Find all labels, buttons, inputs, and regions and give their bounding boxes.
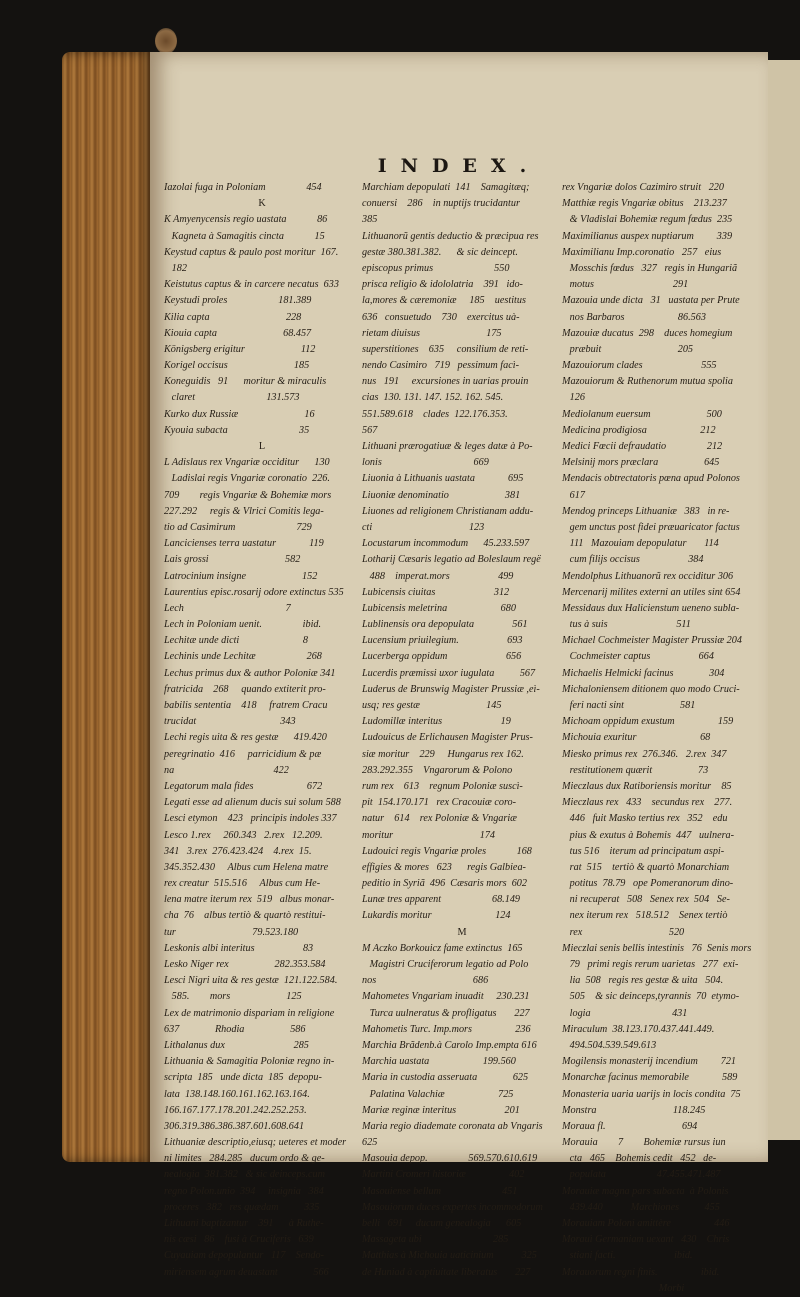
index-entry-line: Lancicienses terra uastatur 119 bbox=[164, 538, 324, 550]
page-header: INDEX. bbox=[377, 155, 541, 177]
index-entry-line: Mahometis Turc. Imp.mors 236 bbox=[362, 1023, 531, 1035]
index-entry-line: Mazouiorum & Ruthenorum mutua spolia bbox=[562, 376, 733, 388]
index-entry-line: Michaelis Helmicki facinus 304 bbox=[562, 667, 725, 679]
index-entry-line: Marchia uastata 199.560 bbox=[362, 1056, 516, 1068]
index-entry-line: natur 614 rex Poloniæ & Vngariæ bbox=[362, 813, 517, 825]
index-entry-line: Mercenarij milites externi an utiles sint 654 bbox=[562, 586, 741, 598]
index-entry-line: effigies & mores 623 regis Galbiea- bbox=[362, 861, 526, 873]
index-entry-line: Kagneta à Samagitis cincta 15 bbox=[164, 230, 325, 242]
index-entry-line: Lithalanus dux 285 bbox=[164, 1039, 309, 1051]
index-entry-line: Lithuania & Samagitia Poloniæ regno in- bbox=[164, 1056, 335, 1068]
index-entry-line: 306.319.386.386.387.601.608.641 bbox=[164, 1120, 305, 1132]
index-entry-line: cias 130. 131. 147. 152. 162. 545. bbox=[362, 392, 504, 404]
index-entry-line: 182 bbox=[164, 262, 187, 274]
index-entry-line: Maximilianus auspex nuptiarum 339 bbox=[562, 230, 733, 242]
index-entry-line: Ladislai regis Vngariæ coronatio 226. bbox=[164, 473, 330, 485]
index-entry-line: Lesci Nigri uita & res gestæ 121.122.584. bbox=[164, 975, 338, 987]
index-entry-line: Liuones ad religionem Christianam addu- bbox=[362, 505, 534, 517]
index-entry-line: Lesco 1.rex 260.343 2.rex 12.209. bbox=[164, 829, 323, 841]
index-entry-line: Matthiæ regis Vngariæ obitus 213.237 bbox=[562, 198, 727, 210]
index-entry-line: peditio in Syriã 496 Cæsaris mors 602 bbox=[362, 878, 527, 890]
index-entry-line: lena matre iterum rex 519 albus monar- bbox=[164, 894, 335, 906]
index-entry-line: Mariæ reginæ interitus 201 bbox=[362, 1104, 520, 1116]
index-entry-line: Mazouiorum clades 555 bbox=[562, 360, 717, 372]
index-entry-line: Kilia capta 228 bbox=[164, 311, 302, 323]
index-entry-line: Keystudi proles 181.389 bbox=[164, 295, 312, 307]
index-entry-line: Palatina Valachiæ 725 bbox=[362, 1088, 514, 1100]
index-entry-line: Laurentius episc.rosarij odore extinctus 535 bbox=[164, 586, 344, 598]
index-entry-line: 111 Mazouiam depopulatur 114 bbox=[562, 538, 719, 550]
index-entry-line: Mendolphus Lithuanorũ rex occiditur 306 bbox=[562, 570, 734, 582]
index-entry-line: fratricida 268 quando extiterit pro- bbox=[164, 683, 326, 695]
index-entry-line: Lucerberga oppidum 656 bbox=[362, 651, 522, 663]
index-column-right bbox=[562, 180, 758, 1297]
index-entry-line: nos 686 bbox=[362, 975, 489, 987]
index-entry-line: 446 fuit Masko tertius rex 352 edu bbox=[562, 813, 728, 825]
index-entry-line: potitus 78.79 ope Pomeranorum dino- bbox=[562, 878, 734, 890]
index-entry-line: Lech 7 bbox=[164, 602, 291, 614]
index-column-left bbox=[164, 180, 360, 1281]
index-entry-line: Lesci etymon 423 principis indoles 337 bbox=[164, 813, 337, 825]
index-entry-line: Cochmeister captus 664 bbox=[562, 651, 714, 663]
index-entry-line: Lais grossi 582 bbox=[164, 554, 301, 566]
index-entry-line: siæ moritur 229 Hungarus rex 162. bbox=[362, 748, 524, 760]
index-entry-line: Keistutus captus & in carcere necatus 633 bbox=[164, 279, 339, 291]
index-entry-line: feri nacti sint 581 bbox=[562, 700, 696, 711]
index-entry-line: claret 131.573 bbox=[164, 392, 300, 404]
index-entry-line: L Adislaus rex Vngariæ occiditur 130 bbox=[164, 457, 330, 469]
index-entry-line: Lesko Niger rex 282.353.584 bbox=[164, 959, 326, 970]
index-entry-line: Lubicensis ciuitas 312 bbox=[362, 586, 510, 598]
index-entry-line: 617 bbox=[562, 489, 585, 501]
index-entry-line: 505 & sic deinceps,tyrannis 70 etymo- bbox=[562, 991, 740, 1003]
index-entry-line: Mieczlaus rex 433 secundus rex 277. bbox=[562, 797, 733, 809]
index-entry-line: Moraua fl. 694 bbox=[562, 1120, 698, 1132]
index-entry-line: Monasteria uaria uarijs in locis condita 75 bbox=[562, 1088, 741, 1100]
index-entry-line: 385 bbox=[362, 214, 378, 226]
index-entry-line: 341 3.rex 276.423.424 4.rex 15. bbox=[164, 845, 312, 857]
index-entry-line: Kiouia capta 68.457 bbox=[164, 327, 312, 339]
index-entry-line: nendo Casimiro 719 pessimum facì- bbox=[362, 360, 519, 372]
index-entry-line: Liuonia à Lithuanis uastata 695 bbox=[362, 473, 524, 485]
index-entry-line: 227.292 regis & Vlrici Comitis lega- bbox=[164, 505, 324, 517]
index-entry-line: Lublinensis ora depopulata 561 bbox=[362, 619, 528, 631]
index-entry-line: Michaloniensem ditionem quo modo Cruci- bbox=[562, 683, 740, 695]
index-entry-line: Mieczlai senis bellis intestinis 76 Senis mors bbox=[562, 942, 752, 954]
index-entry-line: cum filijs occisus 384 bbox=[562, 554, 704, 566]
index-entry-line: Masouiorum duces expertes incommodorum bbox=[362, 1201, 543, 1213]
index-entry-line: cti 123 bbox=[362, 521, 485, 533]
index-entry-line: Monarchæ facinus memorabile 589 bbox=[562, 1072, 738, 1084]
index-entry-line: babilis sententia 418 fratrem Cracu bbox=[164, 700, 328, 711]
index-entry-line: cta 465 Bohemis cedit 452 de- bbox=[562, 1153, 717, 1165]
index-entry-line: 551.589.618 clades 122.176.353. bbox=[362, 408, 508, 420]
facing-page-sliver bbox=[768, 60, 800, 1140]
index-entry-line: Lechi regis uita & res gestæ 419.420 bbox=[164, 732, 327, 744]
index-entry-line: Mazouia unde dicta 31 uastata per Prute bbox=[562, 295, 740, 307]
index-entry-line: 494.504.539.549.613 bbox=[562, 1039, 657, 1051]
index-entry-line: Lukardis moritur 124 bbox=[362, 910, 511, 922]
index-entry-line: Korigel occisus 185 bbox=[164, 360, 310, 372]
index-entry-line: regno Polon.unio 394 insignia 384 bbox=[164, 1185, 324, 1197]
index-entry-line: superstitiones 635 consilium de reti- bbox=[362, 343, 529, 355]
index-entry-line: lonis 669 bbox=[362, 457, 489, 469]
index-entry-line: nealogia 381.382 & sic deinceps.cum bbox=[164, 1169, 325, 1181]
ink-stain bbox=[155, 28, 177, 54]
index-entry-line: 625 bbox=[362, 1137, 378, 1149]
index-entry-line: Locustarum incommodum 45.233.597 bbox=[362, 538, 530, 550]
index-entry-line: Cuyauiam depopulantur 117 Sendo- bbox=[164, 1250, 324, 1262]
section-letter: L bbox=[258, 441, 266, 452]
index-entry-line: Morauiæ magna pars subacta à Polonis bbox=[562, 1185, 729, 1197]
index-entry-line: 345.352.430 Albus cum Helena matre bbox=[164, 861, 329, 873]
index-entry-line: ni recuperat 508 Senex rex 504 Se- bbox=[562, 894, 730, 906]
book-page-edges bbox=[62, 52, 152, 1162]
index-entry-line: de Huniad à captiuitate liberatus 227 bbox=[362, 1266, 531, 1278]
index-entry-line: Lucerdis præmissi uxor iugulata 567 bbox=[362, 667, 536, 679]
index-entry-line: Morauì Germaniam uexant 430 Chris bbox=[562, 1234, 730, 1246]
index-page bbox=[150, 52, 768, 1294]
index-entry-line: gem unctus post fidei præuaricator factus bbox=[562, 521, 740, 533]
index-entry-line: Lech in Poloniam uenit. ibid. bbox=[164, 619, 322, 631]
index-entry-line: nex iterum rex 518.512 Senex tertiò bbox=[562, 910, 728, 922]
section-letter: K bbox=[258, 198, 266, 210]
index-entry-line: 126 bbox=[562, 392, 585, 404]
index-entry-line: populata 47.455.471.487 bbox=[562, 1169, 721, 1181]
index-entry-line: motus 291 bbox=[562, 279, 689, 291]
index-entry-line: restitutionem quærit 73 bbox=[562, 764, 709, 776]
index-entry-line: gestæ 380.381.382. & sic deincept. bbox=[362, 246, 518, 258]
index-entry-line: Morauiam Poloni amittère 446 bbox=[562, 1218, 730, 1229]
index-entry-line: Königsberg erigitur 112 bbox=[164, 343, 316, 355]
index-entry-line: Masouia depop. 569.570.610.619 bbox=[362, 1153, 538, 1165]
index-entry-line: peregrinatio 416 parricidium & pæ bbox=[164, 748, 322, 760]
index-entry-line: na 422 bbox=[164, 764, 289, 776]
index-entry-line: & Vladislai Bohemiæ regum fœdus 235 bbox=[562, 214, 733, 226]
index-entry-line: Maximilianu Imp.coronatio 257 eius bbox=[562, 246, 722, 258]
index-entry-line: Masouiense bellum 451 bbox=[362, 1185, 518, 1197]
index-entry-line: Messidaus dux Halicienstum ueneno subla- bbox=[562, 602, 740, 614]
index-entry-line: Morbi bbox=[562, 1282, 685, 1294]
index-entry-line: Luderus de Brunswig Magister Prussiæ ,eì- bbox=[362, 683, 540, 695]
index-entry-line: tur 79.523.180 bbox=[164, 926, 299, 938]
index-entry-line: conuersi 286 in nuptijs trucidantur bbox=[362, 198, 520, 210]
index-entry-line: cha 76 albus tertiò & quartò restitui- bbox=[164, 910, 326, 922]
index-entry-line: Kyouia subacta 35 bbox=[164, 424, 310, 436]
index-entry-line: Ludouicus de Erlichausen Magister Prus- bbox=[362, 732, 533, 744]
index-entry-line: rex creatur 515.516 Albus cum He- bbox=[164, 878, 321, 890]
index-entry-line: Lechinis unde Lechitæ 268 bbox=[164, 651, 322, 663]
index-entry-line: Marchiam depopulati 141 Samagitæq; bbox=[362, 182, 530, 193]
index-entry-line: proceres 382 res quædam 335 bbox=[164, 1201, 320, 1213]
index-entry-line: tus à suis 511 bbox=[562, 619, 691, 631]
index-entry-line: la,mores & cæremoniæ 185 uestitus bbox=[362, 295, 526, 307]
index-entry-line: rex Vngariæ dolos Cazimiro struit 220 bbox=[562, 182, 724, 193]
index-entry-line: Mediolanum euersum 500 bbox=[562, 408, 722, 420]
index-entry-line: Melsinij mors præclara 645 bbox=[562, 457, 720, 469]
index-entry-line: Mosschis fœdus 327 regis in Hungariã bbox=[562, 262, 738, 274]
index-entry-line: nos Barbaros 86.563 bbox=[562, 311, 706, 323]
index-entry-line: logia 431 bbox=[562, 1007, 688, 1019]
index-entry-line: prisca religio & idololatria 391 ido- bbox=[362, 279, 523, 291]
index-entry-line: Michoam oppidum exustum 159 bbox=[562, 716, 734, 728]
index-entry-line: pius & exutus à Bohemis 447 uulnera- bbox=[562, 829, 735, 841]
index-entry-line: Lotharij Cæsaris legatio ad Boleslaum regë bbox=[362, 554, 541, 566]
index-entry-line: Keystud captus & paulo post moritur 167. bbox=[164, 246, 339, 258]
index-entry-line: Lithuani baptizantur 391 à Ruthe- bbox=[164, 1218, 324, 1229]
index-entry-line: K Amyenycensis regio uastata 86 bbox=[164, 214, 328, 226]
index-entry-line: 283.292.355 Vngarorum & Polono bbox=[362, 764, 513, 776]
index-entry-line: Lithuanorũ gentis deductio & præcipua res bbox=[362, 230, 539, 242]
index-entry-line: Ludouici regis Vngariæ proles 168 bbox=[362, 845, 532, 857]
index-entry-line: Leskonis albi interitus 83 bbox=[164, 942, 314, 954]
index-entry-line: stiani facti. ibid. bbox=[562, 1250, 693, 1262]
index-entry-line: Ludomillæ interitus 19 bbox=[362, 716, 511, 728]
index-entry-line: belli 691 ducum genealogia 605 bbox=[362, 1218, 522, 1229]
index-entry-line: Mieczlaus dux Ratiboriensis moritur 85 bbox=[562, 780, 732, 792]
index-entry-line: Legati esse ad alienum ducis sui solum 588 bbox=[164, 797, 341, 809]
index-entry-line: Lithuani prærogatiuæ & leges datæ à Po- bbox=[362, 441, 533, 452]
index-entry-line: Mazouiæ ducatus 298 duces homegium bbox=[562, 327, 733, 339]
index-entry-line: rat 515 tertiò & quartò Monarchiam bbox=[562, 861, 730, 873]
index-entry-line: Mendacis obtrectatoris pœna apud Polonos bbox=[562, 473, 740, 485]
index-entry-line: Lex de matrimonio dispariam in religione bbox=[164, 1007, 335, 1019]
index-entry-line: Monstra 118.245 bbox=[562, 1104, 706, 1116]
index-entry-line: 567 bbox=[362, 424, 378, 436]
index-entry-line: Maria regio diademate coronata ab Vngaris bbox=[362, 1120, 543, 1132]
index-entry-line: 488 imperat.mors 499 bbox=[362, 570, 514, 582]
index-entry-line: Matthias à Michouia uaticinium 325 bbox=[362, 1250, 537, 1262]
index-entry-line: Mogilensis monasterij incendium 721 bbox=[562, 1056, 737, 1068]
index-entry-line: pit 154.170.171 rex Cracouiæ coro- bbox=[362, 797, 517, 809]
index-entry-line: Turca uulneratus & profligatus 227 bbox=[362, 1007, 530, 1019]
index-entry-line: lata 138.148.160.161.162.163.164. bbox=[164, 1088, 310, 1100]
index-entry-line: scripta 185 unde dicta 185 depopu- bbox=[164, 1072, 322, 1084]
index-entry-line: Martini Cromeri historiæ 402 bbox=[362, 1169, 525, 1181]
index-entry-line: ni limites 284.285 ducum ordo & ge- bbox=[164, 1153, 325, 1165]
index-entry-line: Marchia Brãdenb.à Carolo Imp.empta 616 bbox=[362, 1039, 537, 1051]
index-entry-line: 637 Rhodia 586 bbox=[164, 1023, 306, 1035]
index-entry-line: M Aczko Borkouicz fame extinctus 165 bbox=[362, 942, 523, 954]
index-entry-line: Michouia exuritur 68 bbox=[562, 732, 711, 744]
index-entry-line: trucidat 343 bbox=[164, 716, 296, 728]
index-entry-line: tus 516 iterum ad principatum aspi- bbox=[562, 845, 725, 857]
index-entry-line: Mendog princeps Lithuaniæ 383 in re- bbox=[562, 505, 730, 517]
index-entry-line: 79 primi regis rerum uarietas 277 exi- bbox=[562, 959, 739, 970]
index-entry-line: Magistri Cruciferorum legatio ad Polo bbox=[362, 959, 529, 970]
index-column-middle bbox=[362, 180, 562, 1281]
index-entry-line: nus 191 excursiones in uarias prouin bbox=[362, 376, 529, 388]
index-entry-line: rum rex 613 regnum Poloniæ suscì- bbox=[362, 780, 523, 792]
index-entry-line: Massageta ubi 285 bbox=[362, 1234, 509, 1246]
index-entry-line: Medicina prodigiosa 212 bbox=[562, 424, 716, 436]
index-entry-line: Lechitæ unde dicti 8 bbox=[164, 635, 309, 647]
index-entry-line: Maria in custodia asseruata 625 bbox=[362, 1072, 529, 1084]
index-entry-line: episcopus primus 550 bbox=[362, 262, 510, 274]
index-entry-line: Michael Cochmeister Magister Prussiæ 204 bbox=[562, 635, 742, 647]
index-entry-line: Lechus primus dux & author Poloniæ 341 bbox=[164, 667, 336, 679]
section-letter: M bbox=[457, 926, 467, 938]
index-entry-line: Latrocinium insigne 152 bbox=[164, 570, 318, 582]
index-entry-line: 709 regis Vngariæ & Bohemiæ mors bbox=[164, 489, 332, 501]
index-entry-line: rex 520 bbox=[562, 926, 685, 938]
index-entry-line: Morauia 7 Bohemiæ rursus iun bbox=[562, 1137, 726, 1149]
index-entry-line: lia 508 regis res gestæ & uita 504. bbox=[562, 975, 724, 987]
index-entry-line: usq; res gestæ 145 bbox=[362, 700, 502, 711]
index-entry-line: Lucensium priuilegium. 693 bbox=[362, 635, 523, 647]
index-entry-line: moritur 174 bbox=[362, 829, 496, 841]
index-entry-line: præbuit 205 bbox=[562, 343, 694, 355]
index-entry-line: tio ad Casimirum 729 bbox=[164, 521, 312, 533]
index-entry-line: Liuoniæ denominatio 381 bbox=[362, 489, 521, 501]
index-entry-line: Lubicensis meletrina 680 bbox=[362, 602, 516, 614]
index-entry-line: Mahometes Vngariam inuadit 230.231 bbox=[362, 991, 530, 1003]
index-entry-line: Legatorum mala fides 672 bbox=[164, 780, 323, 792]
index-entry-line: rietam diuisus 175 bbox=[362, 327, 502, 339]
index-entry-line: Kurko dux Russiæ 16 bbox=[164, 408, 315, 420]
index-entry-line: Koneguidis 91 moritur & miraculis bbox=[164, 376, 327, 388]
index-entry-line: 636 consuetudo 730 exercitus uà- bbox=[362, 311, 520, 323]
index-entry-line: Iazolai fuga in Poloniam 454 bbox=[164, 182, 322, 193]
index-entry-line: Morauorum regni finis. ibid. bbox=[562, 1266, 720, 1278]
index-entry-line: Miraculum 38.123.170.437.441.449. bbox=[562, 1023, 715, 1035]
index-entry-line: Lithuaniæ descriptio,eiusq; ueteres et moder bbox=[164, 1137, 347, 1149]
index-entry-line: 585. mors 125 bbox=[164, 991, 302, 1003]
index-entry-line: miriensem agrum deuastant 566 bbox=[164, 1266, 329, 1278]
index-entry-line: 439.440 Marchiones 455 bbox=[562, 1201, 720, 1213]
index-entry-line: Miesko primus rex 276.346. 2.rex 347 bbox=[562, 748, 727, 760]
index-entry-line: Medici Fœcii defraudatio 212 bbox=[562, 441, 723, 452]
index-entry-line: 166.167.177.178.201.242.252.253. bbox=[164, 1104, 307, 1116]
index-entry-line: nis cæsi 86 fusi à Cruciferis 639 bbox=[164, 1234, 314, 1246]
index-entry-line: Lunæ tres apparent 68.149 bbox=[362, 894, 521, 906]
